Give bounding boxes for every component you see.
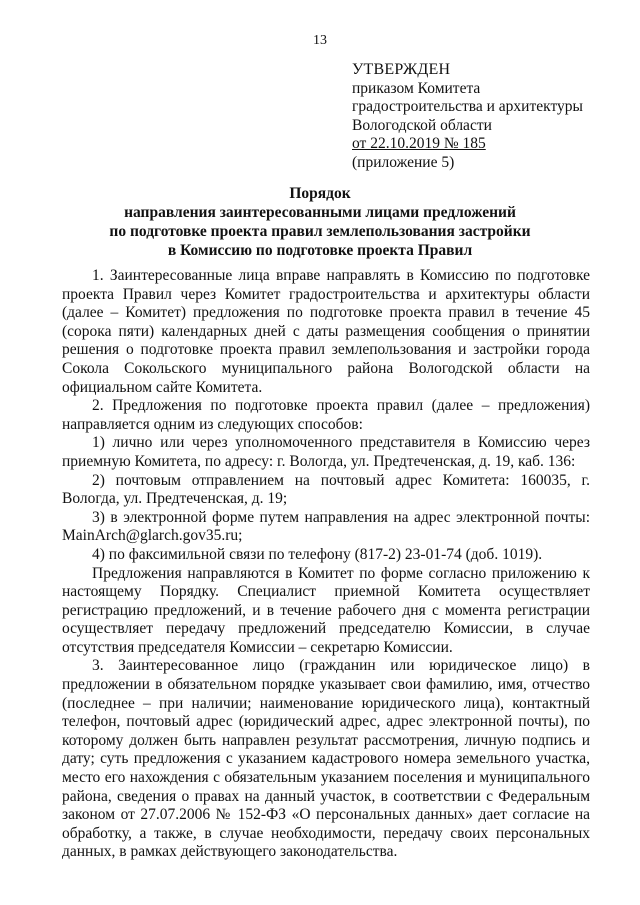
title-line: по подготовке проекта правил землепользования застройки — [109, 223, 531, 240]
title-line: в Комиссию по подготовке проекта Правил — [167, 242, 473, 259]
list-item-3: 3) в электронной форме путем направления на адрес электронной почты: MainArch@glarch.gov35.ru; — [62, 508, 590, 545]
list-item-2: 2) почтовым отправлением на почтовый адрес Комитета: 160035, г. Вологда, ул. Предтеченская, д. 19; — [62, 471, 590, 508]
list-item-4: 4) по факсимильной связи по телефону (817-2) 23-01-74 (доб. 1019). — [92, 545, 543, 563]
approval-stamp — [352, 61, 583, 172]
page-number: 13 — [313, 33, 327, 48]
paragraph-2: 2. Предложения по подготовке проекта правил (далее – предложения) направляется одним из следующих способов: — [62, 397, 590, 433]
document-title — [0, 184, 640, 260]
approval-heading: УТВЕРЖДЕН — [352, 61, 451, 78]
title-line: Порядок — [289, 185, 351, 202]
document-body — [62, 267, 590, 862]
approval-appendix-note: (приложение 5) — [352, 153, 455, 171]
paragraph-submission: Предложения направляются в Комитет по форме согласно приложению к настоящему Порядку. Специалист приемной Комитета осуществляет регистрацию предложений, и в течение рабочего дня с момента регистрации осуществляет передачу предложений председателю Комиссии, в случае отсутствия председателя Комиссии – секретарю Комиссии. — [62, 564, 590, 656]
approval-line: градостроительства и архитектуры — [352, 98, 583, 115]
list-item-1: 1) лично или через уполномоченного представителя в Комиссию через приемную Комитета, по адресу: г. Вологда, ул. Предтеченская, д. 19, каб. 136: — [62, 434, 590, 470]
title-line: направления заинтересованными лицами предложений — [124, 204, 516, 221]
paragraph-3: 3. Заинтересованное лицо (гражданин или юридическое лицо) в предложении в обязательном порядке указывает свои фамилию, имя, отчество (последнее – при наличии; наименование юридического лица), контактный телефон, почтовый адрес (юридический адрес, адрес электронной почты), по которому должен быть направлен результат рассмотрения, личную подпись и дату; суть предложения с указанием кадастрового номера земельного участка, место его нахождения с обязательным указанием поселения и муниципального района, сведения о правах на данный участок, в соответствии с Федеральным законом от 27.07.2006 № 152-ФЗ «О персональных данных» дает согласие на обработку, а также, в случае необходимости, передачу своих персональных данных, в рамках действующего законодательства. — [62, 657, 590, 861]
paragraph-1: 1. Заинтересованные лица вправе направлять в Комиссию по подготовке проекта Правил через Комитет градостроительства и архитектуры области (далее – Комитет) предложения по подготовке проекта правил в течение 45 (сорока пяти) календарных дней с даты размещения сообщения о принятии решения о подготовке проекта правил землепользования и застройки города Сокола Сокольского муниципального района Вологодской области на официальном сайте Комитета. — [62, 267, 590, 396]
approval-order-date-number: от 22.10.2019 № 185 — [352, 135, 486, 152]
approval-line: Вологодской области — [352, 116, 492, 134]
approval-line: приказом Комитета — [352, 79, 481, 97]
